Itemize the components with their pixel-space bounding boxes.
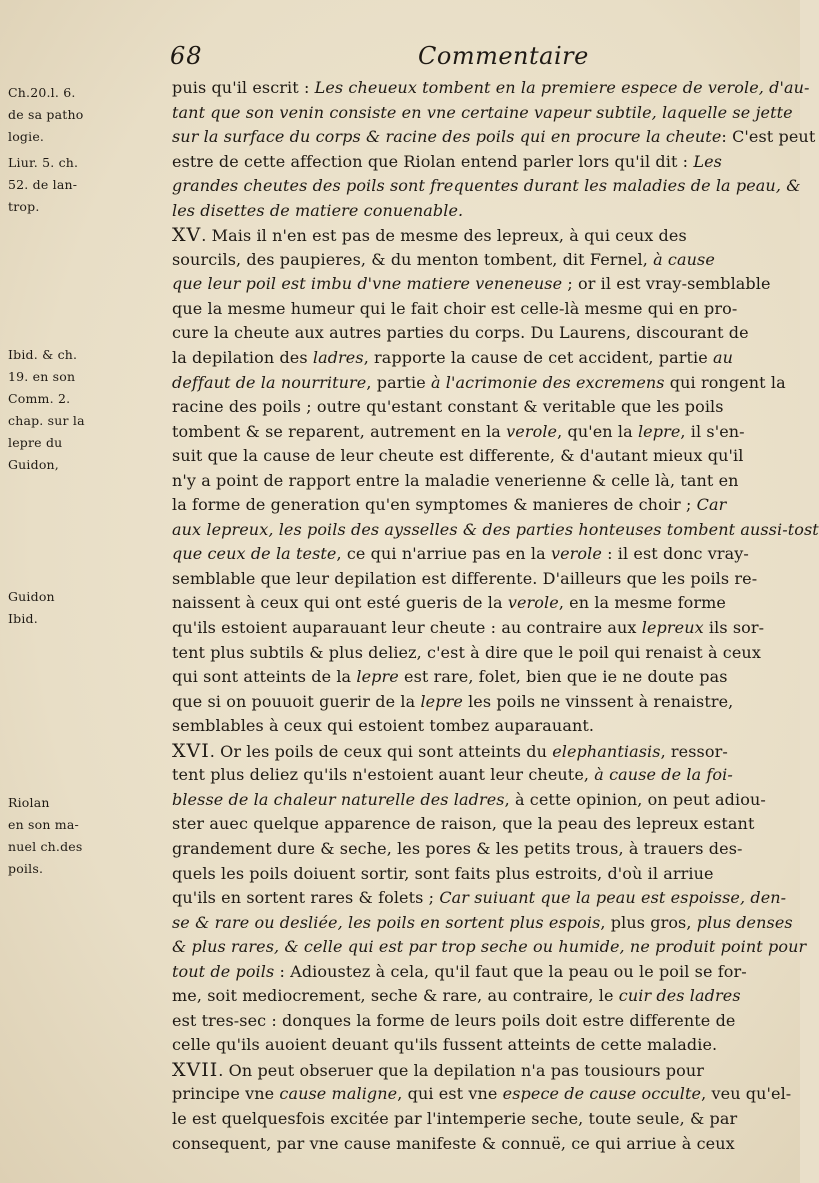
italic-span: au: [712, 348, 734, 368]
text-span: celle qu'ils auoient deuant qu'ils fussent atteints de cette maladie.: [172, 1035, 718, 1055]
italic-span: à cause: [653, 249, 715, 269]
text-span: , en la mesme forme: [558, 593, 726, 613]
italic-span: verole: [550, 544, 602, 564]
italic-span: plus denses: [696, 912, 793, 932]
italic-span: blesse de la chaleur naturelle des ladres: [172, 789, 505, 809]
text-line: [172, 763, 790, 788]
italic-span: lepreux: [641, 618, 704, 638]
text-span: , ce qui n'arriue pas en la: [336, 544, 551, 564]
text-line: [172, 444, 790, 469]
text-span: : il est donc vray-: [601, 544, 749, 564]
text-span: , à cette opinion, on peut adiou-: [504, 789, 766, 809]
text-line: [172, 886, 790, 911]
italic-span: grandes cheutes des poils sont frequentes durant les maladies de la peau, &: [172, 176, 801, 196]
margin-note: Ibid. & ch. 19. en son Comm. 2. chap. sur la lepre du Guidon,: [8, 347, 85, 472]
text-span: tent plus subtils & plus deliez, c'est à dire que le poil qui renaist à ceux: [172, 642, 761, 662]
italic-span: se & rare ou desliée, les poils en sortent plus espois: [172, 912, 601, 932]
section-number: XVII: [172, 1058, 219, 1081]
text-line: [172, 591, 790, 616]
text-span: ; or il est vray-semblable: [562, 274, 771, 294]
body-text: [172, 76, 819, 1156]
text-line: [172, 641, 790, 666]
text-line: [172, 665, 790, 690]
margin-note: Liur. 5. ch. 52. de lan- trop.: [8, 155, 79, 214]
margin-note: Guidon Ibid.: [8, 589, 55, 626]
text-span: ils sor-: [703, 618, 765, 638]
text-line: [172, 248, 790, 273]
text-span: cure la cheute aux autres parties du corps. Du Laurens, discourant de: [172, 323, 749, 343]
italic-span: lepre: [356, 667, 399, 687]
italic-span: espece de cause occulte: [502, 1084, 702, 1104]
text-span: racine des poils ; outre qu'estant constant & veritable que les poils: [172, 397, 724, 417]
text-line: [172, 739, 790, 764]
text-span: est rare, folet, bien que ie ne doute pas: [398, 667, 728, 687]
text-span: semblables à ceux qui estoient tombez auparauant.: [172, 716, 595, 736]
text-span: , qu'en la: [557, 421, 638, 441]
text-span: la depilation des: [172, 348, 313, 368]
text-span: tent plus deliez qu'ils n'estoient auant leur cheute,: [172, 765, 595, 785]
italic-span: que leur poil est imbu d'vne matiere veneneuse: [172, 274, 563, 294]
text-line: [172, 788, 790, 813]
italic-span: à l'acrimonie des excremens: [430, 372, 665, 392]
text-span: : C'est peut: [721, 127, 816, 147]
text-line: [172, 125, 816, 150]
text-line: [172, 395, 790, 420]
text-line: [172, 567, 790, 592]
italic-span: sur la surface du corps & racine des poils qui en procure la cheute: [172, 127, 722, 147]
text-line: [172, 420, 790, 445]
text-span: . On peut obseruer que la depilation n'a pas tousiours pour: [218, 1060, 705, 1080]
text-span: , il s'en-: [680, 421, 745, 441]
text-span: le est quelquesfois excitée par l'intemperie seche, toute seule, & par: [172, 1108, 738, 1128]
text-line: [172, 862, 790, 887]
margin-note: Riolan en son ma- nuel ch.des poils.: [8, 795, 83, 876]
text-line: [172, 272, 790, 297]
italic-span: Car: [696, 495, 727, 515]
text-line: [172, 690, 790, 715]
text-line: [172, 76, 810, 101]
italic-span: Les cheueux tombent en la premiere espece de verole, d'au-: [314, 78, 810, 97]
page-number: 68: [170, 42, 203, 70]
italic-span: lepre: [637, 421, 681, 441]
section-number: XV: [172, 224, 202, 247]
text-span: la forme de generation qu'en symptomes & manieres de choir ;: [172, 495, 697, 515]
text-span: sourcils, des paupieres, & du menton tombent, dit Fernel,: [172, 249, 654, 269]
text-line: [172, 223, 790, 248]
text-line: [172, 714, 790, 739]
margin-notes: [4, 82, 162, 1162]
text-line: [172, 1033, 790, 1058]
italic-span: verole: [506, 421, 558, 441]
italic-span: cause maligne: [279, 1084, 398, 1104]
italic-span: tant que son venin consiste en vne certaine vapeur subtile, laquelle se jette: [172, 102, 793, 122]
text-span: ster auec quelque apparence de raison, que la peau des lepreux estant: [172, 814, 755, 834]
italic-span: Car suiuant que la peau est espoisse, den-: [439, 888, 787, 908]
text-line: [172, 199, 790, 224]
text-span: qu'ils en sortent rares & folets ;: [172, 888, 440, 908]
text-line: [172, 469, 790, 494]
text-line: [172, 297, 790, 322]
italic-span: ladres: [312, 348, 364, 368]
italic-span: deffaut de la nourriture: [172, 372, 367, 392]
text-line: [172, 1082, 790, 1107]
text-span: tombent & se reparent, autrement en la: [172, 421, 507, 441]
text-line: [172, 1107, 790, 1132]
text-line: [172, 935, 807, 960]
text-span: suit que la cause de leur cheute est differente, & d'autant mieux qu'il: [172, 446, 744, 466]
text-line: [172, 1132, 790, 1157]
text-line: [172, 518, 819, 543]
text-span: les poils ne vinssent à renaistre,: [462, 691, 734, 711]
text-span: semblable que leur depilation est differente. D'ailleurs que les poils re-: [172, 568, 758, 588]
italic-span: & plus rares, & celle qui est par trop seche ou humide, ne produit point pour: [172, 937, 807, 957]
text-span: : Adioustez à cela, qu'il faut que la peau ou le poil se for-: [274, 961, 747, 981]
text-span: , rapporte la cause de cet accident, partie: [363, 348, 713, 368]
text-span: estre de cette affection que Riolan entend parler lors qu'il dit :: [172, 151, 694, 171]
text-span: quels les poils doiuent sortir, sont faits plus estroits, d'où il arriue: [172, 863, 714, 883]
text-span: que si on pouuoit guerir de la: [172, 691, 421, 711]
text-line: [172, 960, 790, 985]
text-span: , qui est vne: [397, 1084, 503, 1104]
italic-span: Les: [693, 151, 722, 171]
text-line: [172, 837, 790, 862]
italic-span: que ceux de la teste: [172, 544, 337, 564]
text-line: [172, 321, 790, 346]
italic-span: lepre: [420, 691, 463, 711]
text-span: , ressor-: [660, 741, 728, 761]
text-line: [172, 150, 790, 175]
text-span: puis qu'il escrit :: [172, 78, 315, 97]
text-span: , partie: [366, 372, 431, 392]
section-number: XVI: [172, 739, 210, 762]
text-span: qui rongent la: [664, 372, 786, 392]
running-title: Commentaire: [418, 42, 589, 70]
text-span: principe vne: [172, 1084, 280, 1104]
text-span: me, soit mediocrement, seche & rare, au contraire, le: [172, 986, 619, 1006]
italic-span: elephantiasis: [552, 741, 661, 761]
text-span: consequent, par vne cause manifeste & connuë, ce qui arriue à ceux: [172, 1133, 735, 1153]
text-span: que la mesme humeur qui le fait choir est celle-là mesme qui en pro-: [172, 298, 738, 318]
text-line: [172, 812, 790, 837]
text-span: qu'ils estoient auparauant leur cheute : au contraire aux: [172, 618, 642, 638]
italic-span: tout de poils: [172, 961, 275, 981]
text-span: . Or les poils de ceux qui sont atteints du: [209, 741, 553, 761]
text-span: n'y a point de rapport entre la maladie venerienne & celle là, tant en: [172, 470, 739, 490]
text-span: est tres-sec : donques la forme de leurs poils doit estre differente de: [172, 1010, 736, 1030]
text-span: , plus gros,: [600, 912, 697, 932]
text-line: [172, 1009, 790, 1034]
text-span: . Mais il n'en est pas de mesme des lepreux, à qui ceux des: [201, 226, 687, 246]
text-line: [172, 542, 790, 567]
italic-span: verole: [507, 593, 559, 613]
margin-note: Ch.20.l. 6. de sa patho logie.: [8, 85, 84, 144]
text-span: naissent à ceux qui ont esté gueris de la: [172, 593, 508, 613]
italic-span: les disettes de matiere conuenable.: [172, 200, 464, 220]
text-line: [172, 984, 790, 1009]
text-line: [172, 1058, 790, 1083]
text-line: [172, 346, 790, 371]
italic-span: aux lepreux, les poils des aysselles & des parties honteuses tombent aussi-tost: [172, 519, 819, 539]
text-line: [172, 493, 790, 518]
text-span: qui sont atteints de la: [172, 667, 357, 687]
text-span: , veu qu'el-: [701, 1084, 792, 1104]
italic-span: à cause de la foi-: [594, 765, 733, 785]
text-line: [172, 371, 790, 396]
text-line: [172, 101, 793, 126]
text-span: grandement dure & seche, les pores & les petits trous, à trauers des-: [172, 838, 743, 858]
text-line: [172, 174, 801, 199]
italic-span: cuir des ladres: [618, 986, 741, 1006]
text-line: [172, 911, 793, 936]
text-line: [172, 616, 790, 641]
